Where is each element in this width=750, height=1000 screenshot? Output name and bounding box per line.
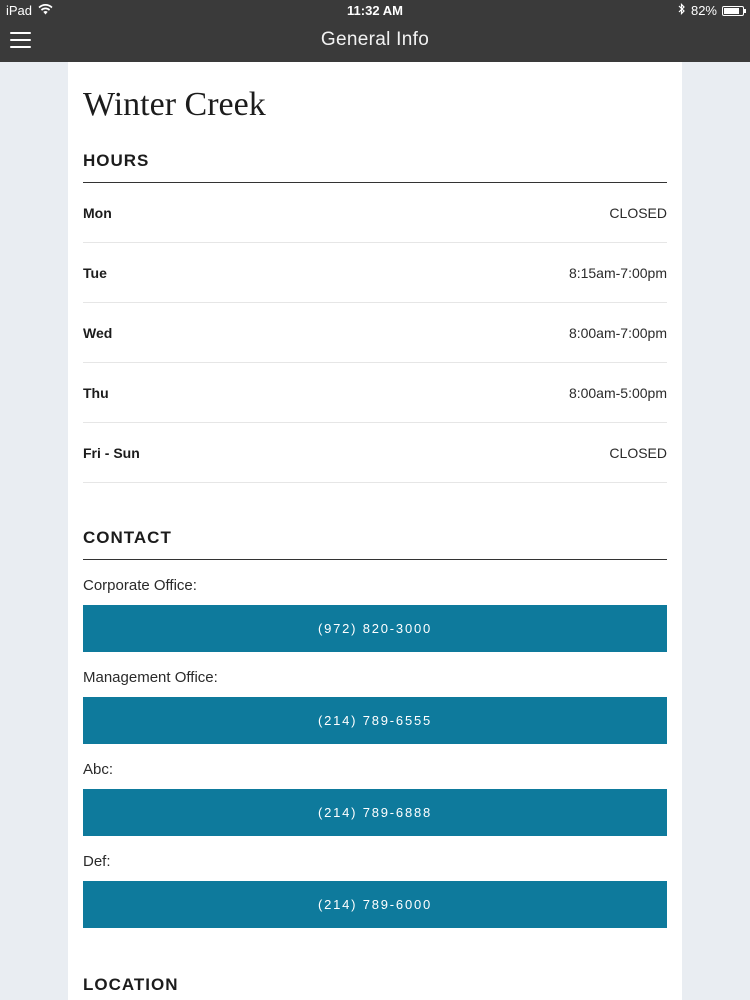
call-abc-button[interactable]: (214) 789-6888 [83,789,667,836]
hours-time: CLOSED [609,444,667,461]
hours-list [83,183,667,483]
device-name: iPad [6,3,33,18]
contact-heading: CONTACT [83,528,667,560]
status-bar [0,0,750,20]
hours-day: Fri - Sun [83,444,140,461]
location-heading: LOCATION [83,975,667,1000]
hours-row [83,243,667,303]
hours-row [83,363,667,423]
hours-day: Tue [83,264,107,281]
contact-label: Management Office: [83,669,218,686]
call-def-button[interactable]: (214) 789-6000 [83,881,667,928]
hours-day: Mon [83,204,112,221]
hours-time: CLOSED [609,204,667,221]
battery-fill [724,8,739,14]
hours-time: 8:00am-7:00pm [568,324,667,341]
hours-day: Thu [83,384,109,401]
call-corporate-office-button[interactable]: (972) 820-3000 [83,605,667,652]
status-time: 11:32 AM [347,3,403,18]
battery-icon [722,6,744,16]
hours-day: Wed [83,324,113,341]
property-name: Winter Creek [83,86,266,123]
hours-row [83,303,667,363]
battery-percent: 82% [690,3,717,18]
hours-time: 8:00am-5:00pm [568,384,667,401]
hours-row [83,183,667,243]
status-bar-right [678,3,744,18]
call-management-office-button[interactable]: (214) 789-6555 [83,697,667,744]
bluetooth-icon [678,3,686,18]
hours-heading: HOURS [83,151,667,183]
contact-label: Corporate Office: [83,577,197,594]
page-title: General Info [320,29,430,50]
contact-label: Def: [83,853,111,870]
contact-label: Abc: [83,761,114,778]
hours-row [83,423,667,483]
hours-time: 8:15am-7:00pm [568,264,667,281]
info-card [68,62,682,1000]
nav-bar [0,20,750,62]
